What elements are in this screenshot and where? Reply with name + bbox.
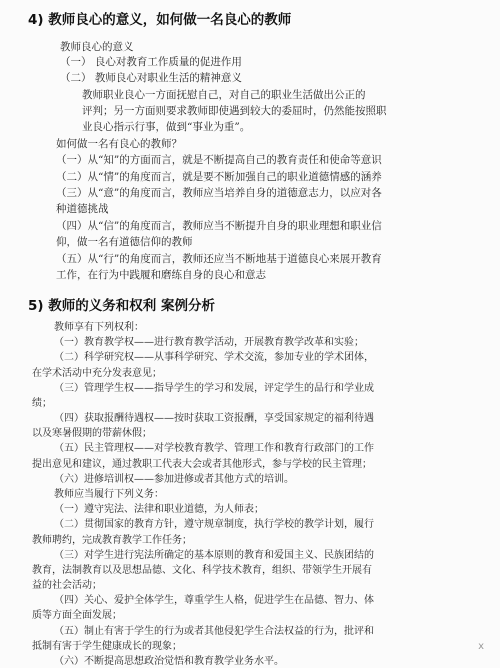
text-line: 教师聘约，完成教育教学工作任务； [32,535,192,546]
text-line: （六）进修培训权——参加进修或者其他方式的培训。 [54,474,294,485]
text-line: （二）从“情”的角度而言，就是要不断加强自己的职业道德情感的涵养 [56,171,382,183]
text-line: 教师职业良心一方面抚慰自己，对自己的职业生活做出公正的 [82,89,366,101]
text-line: （五）民主管理权——对学校教育教学、管理工作和教育行政部门的工作 [54,443,374,454]
text-line: 如何做一名有良心的教师？ [56,138,182,150]
text-line: （五）制止有害于学生的行为或者其他侵犯学生合法权益的行为，批评和 [54,626,374,637]
text-line: （三）管理学生权——指导学生的学习和发展，评定学生的品行和学业成 [54,383,374,394]
text-line: 提出意见和建议，通过教职工代表大会或者其他形式，参与学校的民主管理； [32,459,372,470]
text-line: 工作，在行为中践履和磨练自身的良心和意志 [56,269,266,281]
text-line: 教师享有下列权利： [54,322,144,333]
text-line: 评判；另一方面则要求教师即使遇到较大的委屈时，仍然能按照职 [82,105,387,117]
text-line: （一）遵守宪法、法律和职业道德，为人师表； [54,504,264,515]
text-line: 业良心指示行事，做到“事业为重”。 [82,121,251,133]
text-line: （一） 良心对教育工作质量的促进作用 [60,56,242,68]
text-line: （六）不断提高思想政治觉悟和教育教学业务水平。 [54,656,284,667]
text-line: 益的社会活动； [32,580,102,591]
text-line: 绩； [32,398,52,409]
text-line: （二）贯彻国家的教育方针，遵守规章制度，执行学校的教学计划，履行 [54,519,374,530]
text-line: （四）关心、爱护全体学生，尊重学生人格，促进学生在品德、智力、体 [54,595,374,606]
text-line: （五）从“行”的角度而言，教师还应当不断地基于道德良心来展开教育 [56,253,382,265]
text-line: （四）获取报酬待遇权——按时获取工资报酬，享受国家规定的福利待遇 [54,413,374,424]
text-line: 抵制有害于学生健康成长的现象； [32,641,182,652]
text-line: （四）从“信”的角度而言，教师应当不断提升自身的职业理想和职业信 [56,220,382,232]
text-line: 质等方面全面发展； [32,610,122,621]
text-line: （二）科学研究权——从事科学研究、学术交流，参加专业的学术团体， [54,352,374,363]
text-line: （二） 教师良心对职业生活的精神意义 [60,72,242,84]
text-line: （一）教育教学权——进行教育教学活动，开展教育教学改革和实验； [54,337,364,348]
text-line: （三）从“意”的角度而言，教师应当培养自身的道德意志力，以应对各 [56,187,382,199]
section-4-heading: 4) 教师良心的意义，如何做一名良心的教师 [28,12,292,28]
text-line: （三）对学生进行宪法所确定的基本原则的教育和爱国主义、民族团结的 [54,550,374,561]
text-line: 教师应当履行下列义务： [54,489,164,500]
text-line: 种道德挑战 [56,203,109,215]
text-line: 教育，法制教育以及思想品德、文化、科学技术教育，组织、带领学生开展有 [32,565,372,576]
text-line: 以及寒暑假期的带薪休假； [32,428,152,439]
corner-mark: x [478,641,484,652]
text-line: 在学术活动中充分发表意见； [32,368,162,379]
text-line: 仰，做一名有道德信仰的教师 [56,236,193,248]
text-line: 教师良心的意义 [60,41,134,53]
section-5-heading: 5) 教师的义务和权利 案例分析 [28,298,215,314]
text-line: （一）从“知”的方面而言，就是不断提高自己的教育责任和使命等意识 [56,154,382,166]
